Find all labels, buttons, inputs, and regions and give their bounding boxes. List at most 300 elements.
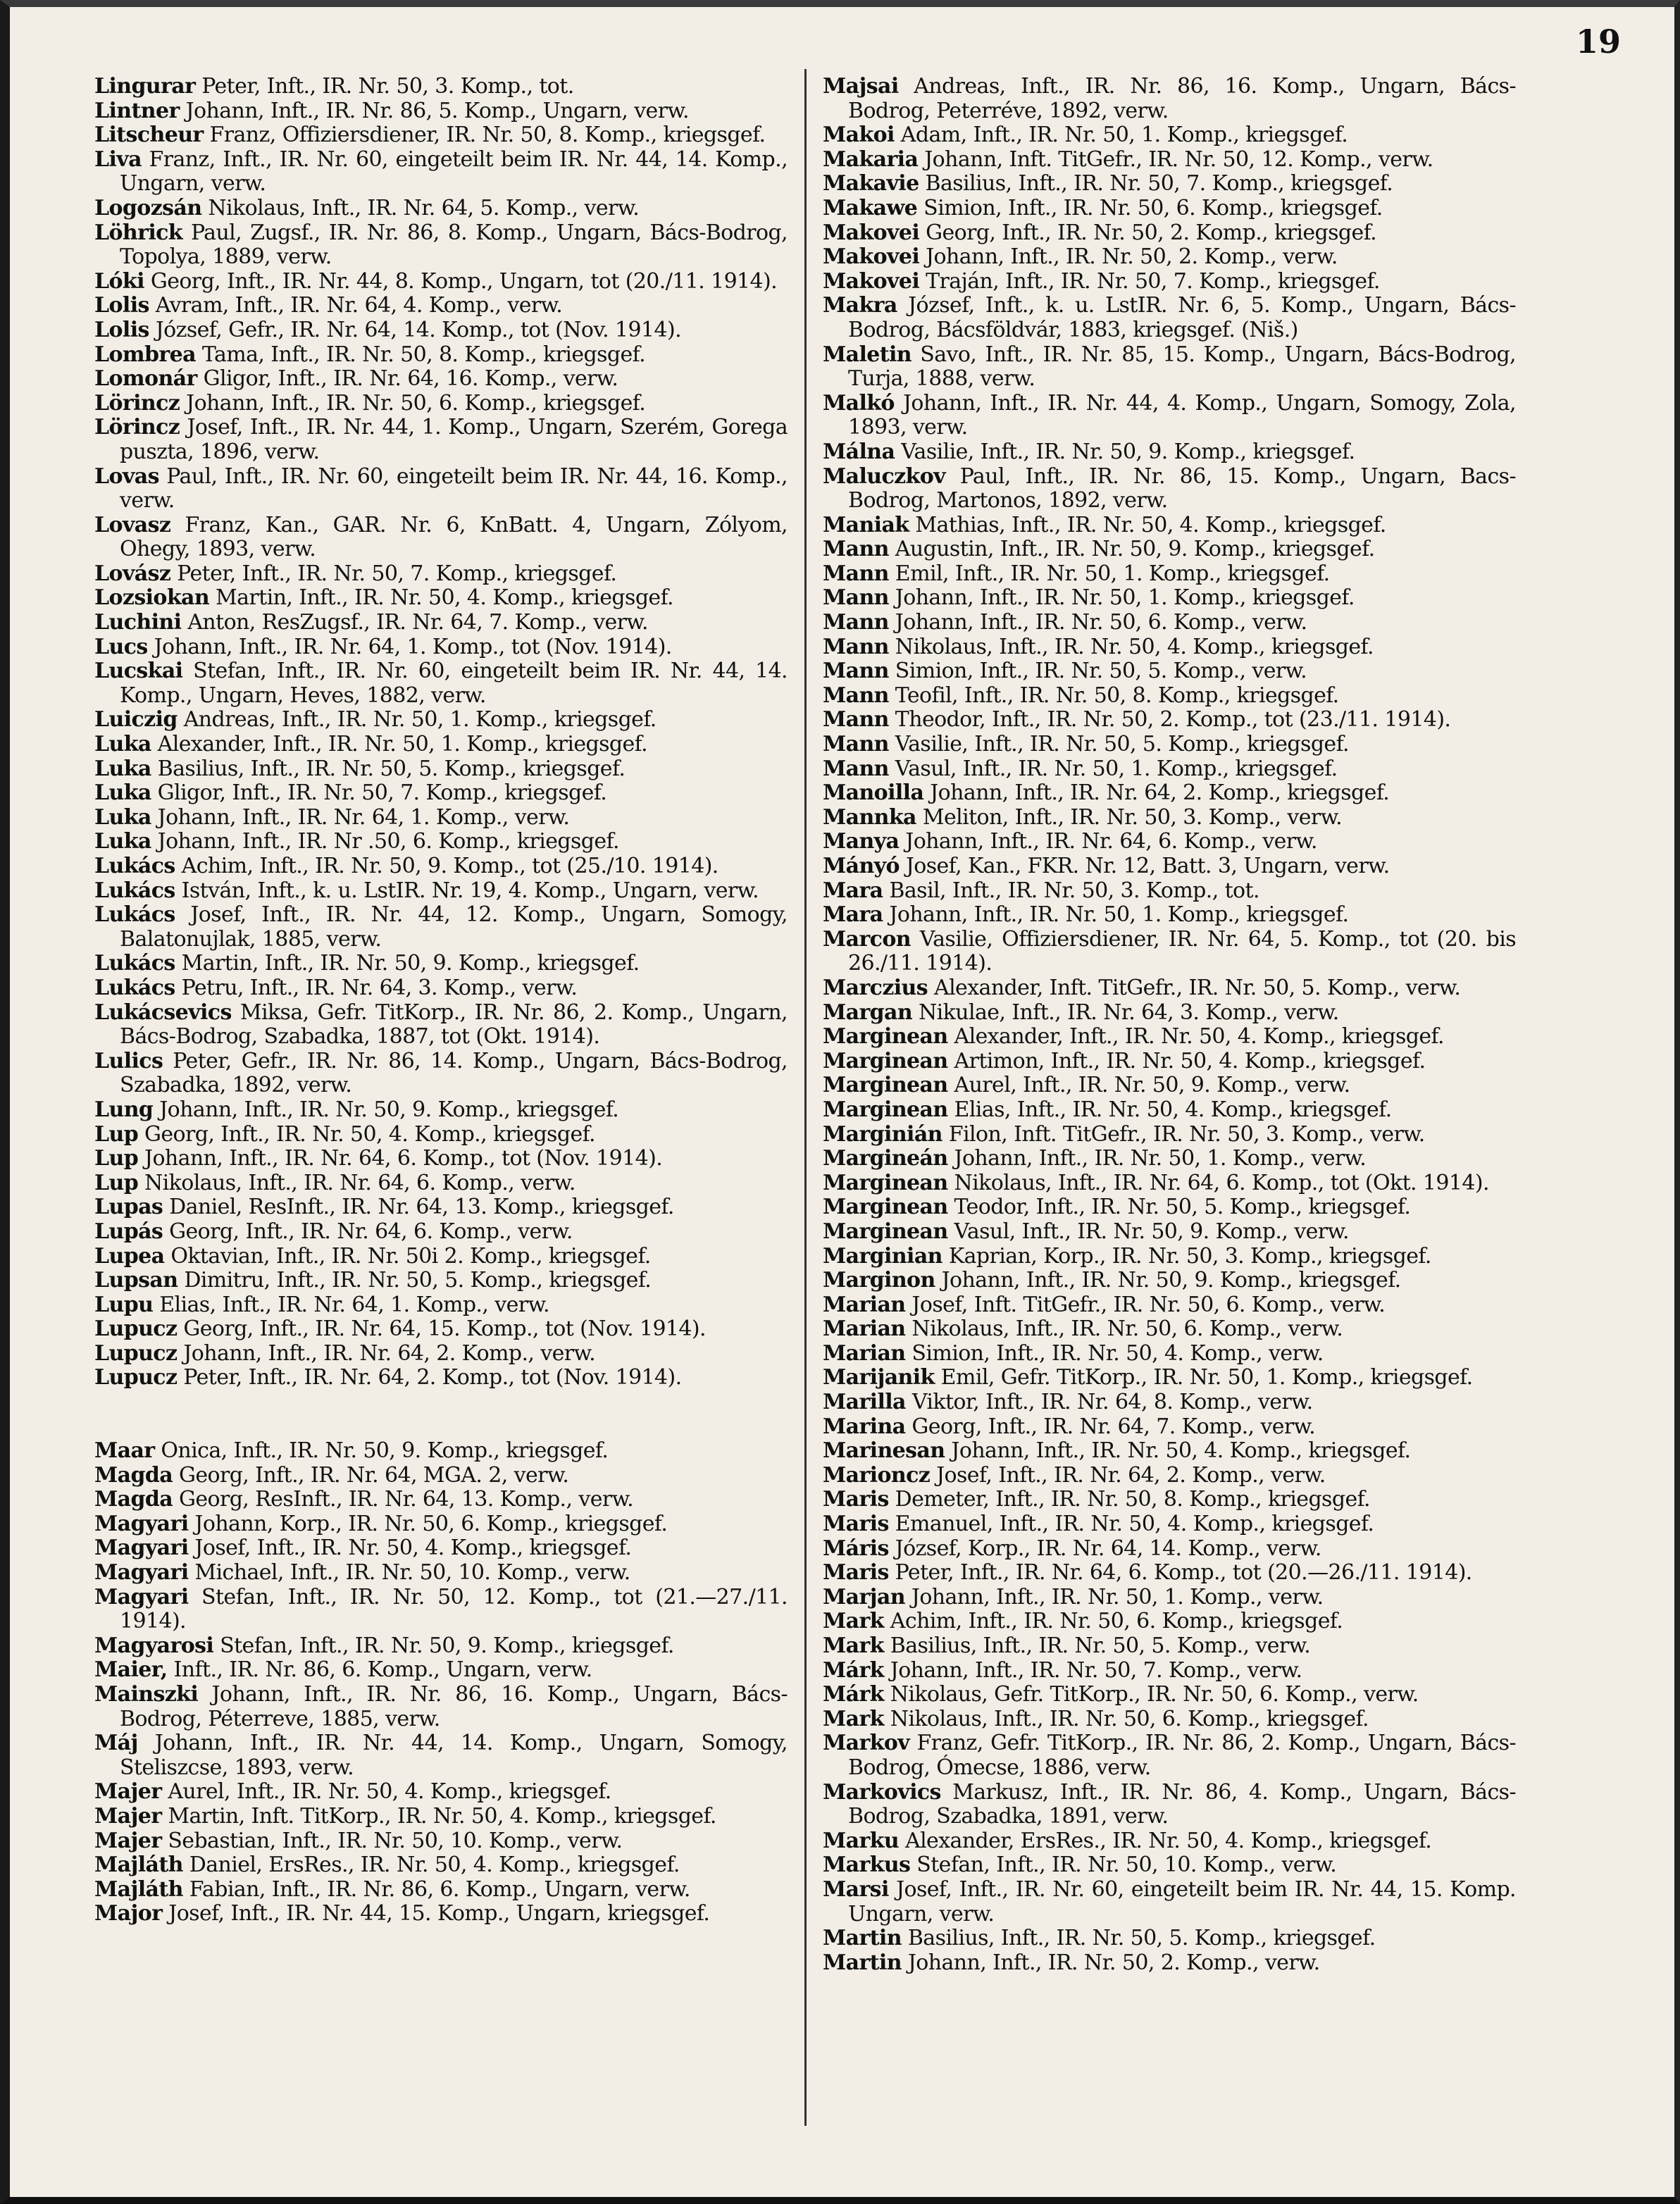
entry-surname: Lovas [94, 463, 159, 489]
register-entry [94, 294, 788, 318]
entry-surname: Lovasz [94, 512, 171, 537]
entry-details: Markusz, Inft., IR. Nr. 86, 4. Komp., Ungarn, Bács-Bodrog, Szabadka, 1891, verw. [848, 1779, 1516, 1829]
entry-surname: Maier, [94, 1657, 168, 1683]
entry-details: Stefan, Inft., IR. Nr. 50, 9. Komp., kriegsgef. [213, 1633, 674, 1658]
entry-details: Teodor, Inft., IR. Nr. 50, 5. Komp., kriegsgef. [947, 1195, 1411, 1220]
entry-surname: Marginean [823, 1219, 948, 1244]
register-entry [94, 318, 788, 343]
register-entry [823, 1195, 1516, 1220]
entry-surname: Majer [94, 1803, 162, 1829]
entry-details: Daniel, ErsRes., IR. Nr. 50, 4. Komp., kriegsgef. [182, 1853, 680, 1878]
entry-surname: Lovász [94, 561, 171, 586]
register-entry [94, 1464, 788, 1488]
entry-details: Vasul, Inft., IR. Nr. 50, 1. Komp., kriegsgef. [888, 756, 1338, 781]
register-entry [823, 1025, 1516, 1050]
entry-surname: Marinesan [823, 1438, 945, 1464]
register-entry [823, 733, 1516, 757]
entry-details: Georg, Inft., IR. Nr. 44, 8. Komp., Ungarn, tot (20./11. 1914). [144, 268, 778, 294]
entry-details: Johann, Inft., IR. Nr. 64, 2. Komp., kriegsgef. [923, 780, 1390, 806]
entry-details: Nikolaus, Inft., IR. Nr. 50, 6. Komp., verw. [905, 1316, 1343, 1342]
entry-details: Miksa, Gefr. TitKorp., IR. Nr. 86, 2. Komp., Ungarn, Bács-Bodrog, Szabadka, 1887, tot (Okt. 1914). [120, 1000, 788, 1050]
entry-surname: Luiczig [94, 707, 178, 733]
entry-details: Peter, Gefr., IR. Nr. 86, 14. Komp., Ungarn, Bács-Bodrog, Szabadka, 1892, verw. [120, 1048, 788, 1098]
register-entry [94, 465, 788, 513]
entry-details: Inft., IR. Nr. 86, 6. Komp., Ungarn, verw. [167, 1657, 592, 1683]
entry-details: Johann, Inft., IR. Nr. 50, 1. Komp., verw. [904, 1584, 1324, 1610]
register-entry [823, 1001, 1516, 1026]
entry-details: Elias, Inft., IR. Nr. 64, 1. Komp., verw. [153, 1292, 549, 1317]
register-entry [823, 1659, 1516, 1683]
register-entry [94, 1512, 788, 1537]
entry-details: István, Inft., k. u. LstIR. Nr. 19, 4. Komp., Ungarn, verw. [175, 878, 759, 903]
register-entry [823, 172, 1516, 197]
entry-surname: Major [94, 1901, 163, 1926]
entry-details: Avram, Inft., IR. Nr. 64, 4. Komp., verw. [149, 293, 563, 318]
entry-details: Josef, Inft., IR. Nr. 60, eingeteilt beim IR. Nr. 44, 15. Komp. Ungarn, verw. [848, 1876, 1516, 1926]
entry-surname: Maluczkov [823, 463, 945, 489]
entry-details: Johann, Inft., IR. Nr. 50, 9. Komp., kriegsgef. [153, 1097, 619, 1122]
entry-details: Gligor, Inft., IR. Nr. 64, 16. Komp., verw. [197, 366, 618, 392]
entry-details: Tama, Inft., IR. Nr. 50, 8. Komp., kriegsgef. [195, 342, 646, 367]
register-entry [94, 1366, 788, 1390]
entry-surname: Majsai [823, 75, 899, 99]
entry-details: Emil, Gefr. TitKorp., IR. Nr. 50, 1. Komp., kriegsgef. [934, 1365, 1473, 1390]
register-entry [823, 392, 1516, 440]
register-entry [823, 1269, 1516, 1293]
entry-surname: Löhrick [94, 220, 182, 245]
register-entry [823, 1050, 1516, 1074]
register-entry [823, 1853, 1516, 1878]
entry-surname: Majer [94, 1779, 162, 1805]
entry-surname: Luka [94, 732, 151, 757]
register-entry [94, 1658, 788, 1683]
entry-surname: Lukács [94, 902, 175, 928]
entry-surname: Mark [823, 1706, 884, 1731]
entry-surname: Mann [823, 707, 889, 733]
register-entry [823, 879, 1516, 904]
entry-details: Fabian, Inft., IR. Nr. 86, 6. Komp., Ungarn, verw. [182, 1876, 690, 1902]
entry-surname: Magyari [94, 1584, 189, 1610]
entry-surname: Lung [94, 1097, 154, 1122]
entry-surname: Lukács [94, 878, 175, 903]
entry-surname: Martin [823, 1950, 902, 1975]
entry-details: József, Korp., IR. Nr. 64, 14. Komp., verw. [888, 1536, 1321, 1561]
entry-surname: Makra [823, 293, 897, 318]
entry-details: Anton, ResZugsf., IR. Nr. 64, 7. Komp., verw. [181, 610, 648, 635]
entry-details: Johann, Inft., IR. Nr. 50, 1. Komp., kriegsgef. [883, 902, 1349, 928]
entry-surname: Markov [823, 1731, 910, 1756]
entry-surname: Marginean [823, 1073, 948, 1098]
register-entry [94, 1195, 788, 1220]
entry-surname: Mann [823, 659, 889, 684]
register-entry [94, 392, 788, 416]
entry-details: Nikolaus, Inft., IR. Nr. 50, 4. Komp., kriegsgef. [888, 634, 1374, 659]
entry-details: Johann, Inft., IR. Nr. 64, 1. Komp., tot (Nov. 1914). [147, 634, 672, 659]
entry-surname: Makawe [823, 195, 918, 220]
entry-details: Johann, Inft., IR. Nr. 50, 6. Komp., verw. [888, 610, 1307, 635]
register-entry [823, 708, 1516, 733]
entry-surname: Mányó [823, 854, 900, 878]
entry-surname: Lombrea [94, 342, 196, 367]
entry-details: Theodor, Inft., IR. Nr. 50, 2. Komp., tot (23./11. 1914). [888, 707, 1451, 733]
register-entry [823, 854, 1516, 879]
entry-details: Vasilie, Inft., IR. Nr. 50, 5. Komp., kriegsgef. [888, 732, 1349, 757]
entry-details: Johann, Inft., IR. Nr. 44, 14. Komp., Ungarn, Somogy, Steliszcse, 1893, verw. [120, 1731, 788, 1780]
register-entry [94, 343, 788, 368]
register-entry [94, 1220, 788, 1245]
entry-details: Aurel, Inft., IR. Nr. 50, 4. Komp., kriegsgef. [161, 1779, 611, 1805]
register-entry [94, 1878, 788, 1903]
entry-details: Paul, Inft., IR. Nr. 86, 15. Komp., Ungarn, Bacs-Bodrog, Martonos, 1892, verw. [848, 463, 1516, 513]
register-entry [94, 1683, 788, 1731]
entry-surname: Lukács [94, 951, 175, 976]
entry-surname: Majer [94, 1828, 162, 1853]
entry-details: Meliton, Inft., IR. Nr. 50, 3. Komp., verw. [916, 804, 1343, 830]
entry-surname: Maniak [823, 512, 909, 537]
entry-details: Josef, Inft., IR. Nr. 44, 1. Komp., Ungarn, Szerém, Gorega puszta, 1896, verw. [120, 415, 788, 464]
entry-surname: Marginean [823, 1195, 948, 1220]
entry-details: Franz, Inft., IR. Nr. 60, eingeteilt beim IR. Nr. 44, 14. Komp., Ungarn, verw. [120, 147, 788, 197]
register-entry [823, 1342, 1516, 1366]
entry-surname: Lupucz [94, 1365, 178, 1390]
entry-details: Demeter, Inft., IR. Nr. 50, 8. Komp., kriegsgef. [888, 1487, 1370, 1512]
entry-details: Savo, Inft., IR. Nr. 85, 15. Komp., Ungarn, Bács-Bodrog, Turja, 1888, verw. [848, 342, 1516, 392]
entry-surname: Lupas [94, 1195, 163, 1220]
entry-details: Franz, Kan., GAR. Nr. 6, KnBatt. 4, Ungarn, Zólyom, Ohegy, 1893, verw. [120, 512, 788, 562]
entry-surname: Luka [94, 829, 151, 854]
entry-details: Traján, Inft., IR. Nr. 50, 7. Komp., kriegsgef. [919, 268, 1380, 294]
entry-surname: Luka [94, 804, 151, 830]
register-entry [94, 1439, 788, 1464]
entry-surname: Lomonár [94, 366, 197, 392]
register-entry [94, 1293, 788, 1318]
entry-details: Nikolaus, Inft., IR. Nr. 64, 6. Komp., verw. [138, 1170, 575, 1195]
register-entry [823, 684, 1516, 709]
entry-surname: Makavie [823, 171, 919, 197]
register-entry [94, 1536, 788, 1561]
register-entry [94, 903, 788, 952]
register-entry [823, 343, 1516, 392]
entry-surname: Lupás [94, 1219, 163, 1244]
entry-surname: Mark [823, 1609, 884, 1634]
entry-details: Peter, Inft., IR. Nr. 64, 6. Komp., tot (20.—26./11. 1914). [888, 1560, 1472, 1586]
register-entry [823, 1610, 1516, 1634]
register-entry [823, 148, 1516, 173]
entry-details: Georg, Inft., IR. Nr. 64, MGA. 2, verw. [173, 1462, 569, 1488]
entry-surname: Liva [94, 147, 142, 172]
entry-surname: Marginean [823, 1024, 948, 1050]
entry-surname: Makovei [823, 220, 920, 245]
entry-details: József, Gefr., IR. Nr. 64, 14. Komp., tot (Nov. 1914). [149, 317, 682, 342]
entry-surname: Logozsán [94, 195, 202, 220]
entry-surname: Lup [94, 1170, 139, 1195]
entry-details: Alexander, Inft., IR. Nr. 50, 1. Komp., kriegsgef. [151, 732, 648, 757]
register-entry [94, 879, 788, 904]
entry-details: Johann, Inft., IR. Nr .50, 6. Komp., kriegsgef. [151, 829, 619, 854]
right-column [823, 75, 1516, 2160]
register-entry [94, 99, 788, 124]
entry-details: Elias, Inft., IR. Nr. 50, 4. Komp., kriegsgef. [947, 1097, 1392, 1122]
entry-details: Vasul, Inft., IR. Nr. 50, 9. Komp., verw. [947, 1219, 1349, 1244]
register-entry [94, 611, 788, 635]
register-entry [823, 830, 1516, 854]
entry-surname: Marina [823, 1414, 906, 1439]
entry-details: Johann, Inft., IR. Nr. 50, 6. Komp., kriegsgef. [180, 390, 646, 416]
entry-surname: Marijanik [823, 1365, 935, 1390]
entry-surname: Marioncz [823, 1462, 931, 1488]
entry-surname: Litscheur [94, 123, 204, 148]
entry-details: Basilius, Inft., IR. Nr. 50, 5. Komp., kriegsgef. [901, 1926, 1376, 1951]
entry-surname: Lukács [94, 854, 175, 878]
entry-details: Vasilie, Offiziersdiener, IR. Nr. 64, 5. Komp., tot (20. bis 26./11. 1914). [848, 926, 1516, 976]
register-entry [823, 1683, 1516, 1707]
register-entry [94, 1342, 788, 1366]
entry-details: Stefan, Inft., IR. Nr. 50, 10. Komp., verw. [910, 1853, 1337, 1878]
register-entry [94, 1269, 788, 1293]
entry-details: Vasilie, Inft., IR. Nr. 50, 9. Komp., kriegsgef. [895, 439, 1355, 464]
entry-surname: Mann [823, 537, 889, 562]
entry-surname: Mann [823, 732, 889, 757]
entry-surname: Márk [823, 1657, 884, 1683]
entry-surname: Manoilla [823, 780, 924, 806]
entry-details: Martin, Inft. TitKorp., IR. Nr. 50, 4. Komp., kriegsgef. [161, 1803, 716, 1829]
entry-details: Johann, Inft. TitGefr., IR. Nr. 50, 12. Komp., verw. [918, 147, 1433, 172]
entry-details: Georg, Inft., IR. Nr. 64, 15. Komp., tot (Nov. 1914). [177, 1316, 706, 1342]
entry-details: Gligor, Inft., IR. Nr. 50, 7. Komp., kriegsgef. [151, 780, 607, 806]
register-entry [94, 1805, 788, 1829]
entry-details: Johann, Inft., IR. Nr. 50, 7. Komp., verw. [883, 1657, 1302, 1683]
entry-details: Filon, Inft. TitGefr., IR. Nr. 50, 3. Komp., verw. [942, 1121, 1425, 1147]
entry-details: Andreas, Inft., IR. Nr. 50, 1. Komp., kriegsgef. [177, 707, 657, 733]
register-entry [94, 1731, 788, 1780]
entry-surname: Lörincz [94, 415, 180, 440]
entry-details: Basil, Inft., IR. Nr. 50, 3. Komp., tot. [883, 878, 1259, 903]
entry-details: Basilius, Inft., IR. Nr. 50, 7. Komp., kriegsgef. [919, 171, 1393, 197]
register-entry [94, 1586, 788, 1634]
entry-details: Georg, Inft., IR. Nr. 50, 4. Komp., kriegsgef. [138, 1121, 595, 1147]
entry-surname: Marian [823, 1340, 906, 1366]
entry-details: Simion, Inft., IR. Nr. 50, 4. Komp., verw. [905, 1340, 1324, 1366]
entry-surname: Makaria [823, 147, 919, 172]
entry-surname: Marginián [823, 1121, 942, 1147]
register-entry [94, 854, 788, 879]
entry-details: Achim, Inft., IR. Nr. 50, 6. Komp., kriegsgef. [883, 1609, 1343, 1634]
entry-surname: Lingurar [94, 75, 196, 99]
entry-details: Johann, Inft., IR. Nr. 50, 9. Komp., kriegsgef. [935, 1268, 1401, 1293]
entry-surname: Maletin [823, 342, 911, 367]
register-entry [94, 976, 788, 1001]
entry-surname: Mann [823, 585, 889, 611]
entry-surname: Lolis [94, 317, 149, 342]
entry-surname: Marian [823, 1292, 906, 1317]
entry-details: Georg, Inft., IR. Nr. 64, 6. Komp., verw. [163, 1219, 573, 1244]
entry-surname: Lupu [94, 1292, 154, 1317]
entry-surname: Markus [823, 1853, 911, 1878]
entry-details: Georg, Inft., IR. Nr. 64, 7. Komp., verw. [905, 1414, 1316, 1439]
entry-surname: Lup [94, 1121, 139, 1147]
register-entry [94, 1853, 788, 1878]
entry-surname: Margineán [823, 1146, 948, 1171]
register-entry [823, 465, 1516, 513]
register-entry [94, 1634, 788, 1659]
register-entry [823, 1488, 1516, 1512]
entry-details: Josef, Inft., IR. Nr. 44, 12. Komp., Ungarn, Somogy, Balatonujlak, 1885, verw. [120, 902, 788, 952]
entry-details: Josef, Kan., FKR. Nr. 12, Batt. 3, Ungarn, verw. [899, 854, 1390, 878]
entry-surname: Lolis [94, 293, 149, 318]
entry-surname: Mainszki [94, 1682, 199, 1707]
entry-surname: Lupea [94, 1243, 165, 1269]
register-entry [823, 659, 1516, 684]
entry-surname: Mann [823, 756, 889, 781]
register-entry [823, 611, 1516, 635]
register-entry [94, 806, 788, 830]
register-entry [823, 123, 1516, 148]
register-entry [823, 1586, 1516, 1610]
register-entry [823, 1073, 1516, 1098]
entry-details: Simion, Inft., IR. Nr. 50, 6. Komp., kriegsgef. [917, 195, 1383, 220]
entry-surname: Majláth [94, 1853, 183, 1878]
register-entry [94, 781, 788, 806]
entry-details: Aurel, Inft., IR. Nr. 50, 9. Komp., verw. [947, 1073, 1350, 1098]
entry-details: Mathias, Inft., IR. Nr. 50, 4. Komp., kriegsgef. [909, 512, 1386, 537]
entry-surname: Magyari [94, 1536, 189, 1561]
entry-details: Andreas, Inft., IR. Nr. 86, 16. Komp., Ungarn, Bács-Bodrog, Peterréve, 1892, verw. [848, 75, 1516, 123]
entry-details: Nikolaus, Inft., IR. Nr. 64, 6. Komp., tot (Okt. 1914). [947, 1170, 1489, 1195]
entry-details: Johann, Inft., IR. Nr. 86, 16. Komp., Ungarn, Bács-Bodrog, Péterreve, 1885, verw. [120, 1682, 788, 1731]
entry-surname: Marsi [823, 1876, 889, 1902]
entry-details: Alexander, Inft. TitGefr., IR. Nr. 50, 5. Komp., verw. [928, 975, 1461, 1000]
entry-details: Johann, Inft., IR. Nr. 44, 4. Komp., Ungarn, Somogy, Zola, 1893, verw. [848, 390, 1516, 440]
register-entry [823, 294, 1516, 342]
entry-surname: Lupucz [94, 1316, 178, 1342]
entry-surname: Marian [823, 1316, 906, 1342]
entry-details: Dimitru, Inft., IR. Nr. 50, 5. Komp., kriegsgef. [178, 1268, 652, 1293]
register-entry [823, 1829, 1516, 1854]
entry-surname: Marginean [823, 1097, 948, 1122]
entry-details: Johann, Inft., IR. Nr. 64, 2. Komp., verw. [177, 1340, 596, 1366]
entry-details: Paul, Zugsf., IR. Nr. 86, 8. Komp., Ungarn, Bács-Bodrog, Topolya, 1889, verw. [120, 220, 788, 270]
entry-details: Nikolaus, Gefr. TitKorp., IR. Nr. 50, 6. Komp., verw. [883, 1682, 1419, 1707]
register-entry [94, 416, 788, 464]
register-entry [823, 245, 1516, 270]
entry-surname: Marilla [823, 1390, 906, 1415]
register-entry [94, 1780, 788, 1805]
entry-details: Peter, Inft., IR. Nr. 64, 2. Komp., tot (Nov. 1914). [177, 1365, 682, 1390]
register-entry [94, 1317, 788, 1342]
register-entry [823, 75, 1516, 123]
entry-details: Johann, Inft., IR. Nr. 64, 6. Komp., tot (Nov. 1914). [138, 1146, 663, 1171]
entry-surname: Marczius [823, 975, 928, 1000]
register-entry [823, 1537, 1516, 1562]
entry-surname: Lupsan [94, 1268, 178, 1293]
entry-surname: Luka [94, 756, 151, 781]
register-entry [823, 1147, 1516, 1171]
entry-details: Martin, Inft., IR. Nr. 50, 9. Komp., kriegsgef. [175, 951, 640, 976]
register-entry [823, 197, 1516, 221]
entry-surname: Marginon [823, 1268, 935, 1293]
register-entry [94, 635, 788, 660]
register-entry [94, 1902, 788, 1926]
entry-surname: Magyari [94, 1511, 189, 1536]
register-entry [94, 123, 788, 148]
entry-surname: Lukács [94, 975, 175, 1000]
entry-details: Georg, ResInft., IR. Nr. 64, 13. Komp., verw. [173, 1487, 634, 1512]
entry-details: Johann, Inft., IR. Nr. 50, 1. Komp., kriegsgef. [888, 585, 1355, 611]
register-entry [94, 1829, 788, 1854]
entry-details: Johann, Inft., IR. Nr. 86, 5. Komp., Ungarn, verw. [179, 98, 689, 123]
register-entry [94, 1001, 788, 1050]
entry-surname: Mann [823, 561, 889, 586]
entry-details: Nikulae, Inft., IR. Nr. 64, 3. Komp., verw. [912, 1000, 1339, 1025]
register-entry [823, 537, 1516, 562]
entry-surname: Magda [94, 1462, 173, 1488]
register-entry [823, 513, 1516, 538]
entry-details: Nikolaus, Inft., IR. Nr. 50, 6. Komp., kriegsgef. [883, 1706, 1369, 1731]
entry-details: Franz, Offiziersdiener, IR. Nr. 50, 8. Komp., kriegsgef. [203, 123, 766, 148]
entry-details: Basilius, Inft., IR. Nr. 50, 5. Komp., verw. [883, 1633, 1311, 1658]
entry-surname: Luchini [94, 610, 182, 635]
register-entry [823, 1731, 1516, 1780]
entry-details: Kaprian, Korp., IR. Nr. 50, 3. Komp., kriegsgef. [942, 1243, 1431, 1269]
entry-details: Daniel, ResInft., IR. Nr. 64, 13. Komp., kriegsgef. [163, 1195, 674, 1220]
register-entry [94, 1171, 788, 1196]
register-entry [94, 1147, 788, 1171]
entry-surname: Makoi [823, 123, 895, 148]
register-entry [823, 1390, 1516, 1415]
register-entry [823, 1293, 1516, 1318]
register-entry [94, 733, 788, 757]
entry-details: Johann, Inft., IR. Nr. 50, 1. Komp., verw. [947, 1146, 1367, 1171]
entry-surname: Margan [823, 1000, 913, 1025]
entry-surname: Malkó [823, 390, 895, 416]
entry-details: Johann, Inft., IR. Nr. 50, 4. Komp., kriegsgef. [945, 1438, 1411, 1464]
register-entry [823, 635, 1516, 660]
entry-surname: Makovei [823, 268, 920, 294]
register-entry [94, 75, 788, 99]
register-entry [94, 659, 788, 708]
entry-surname: Marginean [823, 1048, 948, 1073]
entry-details: Emil, Inft., IR. Nr. 50, 1. Komp., kriegsgef. [888, 561, 1330, 586]
register-entry [823, 781, 1516, 806]
entry-surname: Markovics [823, 1779, 941, 1805]
register-entry [823, 1171, 1516, 1196]
entry-surname: Lucs [94, 634, 148, 659]
entry-surname: Mann [823, 683, 889, 708]
register-entry [94, 1561, 788, 1586]
entry-details: Augustin, Inft., IR. Nr. 50, 9. Komp., kriegsgef. [888, 537, 1375, 562]
entry-details: Paul, Inft., IR. Nr. 60, eingeteilt beim IR. Nr. 44, 16. Komp., verw. [120, 463, 788, 513]
entry-details: Johann, Inft., IR. Nr. 50, 2. Komp., verw. [901, 1950, 1320, 1975]
entry-surname: Mara [823, 878, 883, 903]
entry-surname: Marku [823, 1828, 900, 1853]
register-entry [94, 1050, 788, 1098]
entry-details: Alexander, ErsRes., IR. Nr. 50, 4. Komp., kriegsgef. [899, 1828, 1432, 1853]
register-entry [823, 1245, 1516, 1269]
register-entry [94, 197, 788, 221]
entry-details: Georg, Inft., IR. Nr. 50, 2. Komp., kriegsgef. [919, 220, 1377, 245]
register-entry [823, 1415, 1516, 1440]
entry-details: Josef, Inft., IR. Nr. 50, 4. Komp., kriegsgef. [188, 1536, 632, 1561]
register-entry [823, 1634, 1516, 1659]
register-entry [94, 221, 788, 270]
register-entry [823, 806, 1516, 830]
entry-surname: Luka [94, 780, 151, 806]
entry-details: Adam, Inft., IR. Nr. 50, 1. Komp., kriegsgef. [894, 123, 1348, 148]
entry-details: Johann, Inft., IR. Nr. 64, 6. Komp., verw. [899, 829, 1317, 854]
entry-details: Michael, Inft., IR. Nr. 50, 10. Komp., verw. [188, 1560, 630, 1586]
entry-details: Johann, Inft., IR. Nr. 50, 2. Komp., verw. [919, 244, 1338, 270]
column-divider [804, 69, 807, 2126]
